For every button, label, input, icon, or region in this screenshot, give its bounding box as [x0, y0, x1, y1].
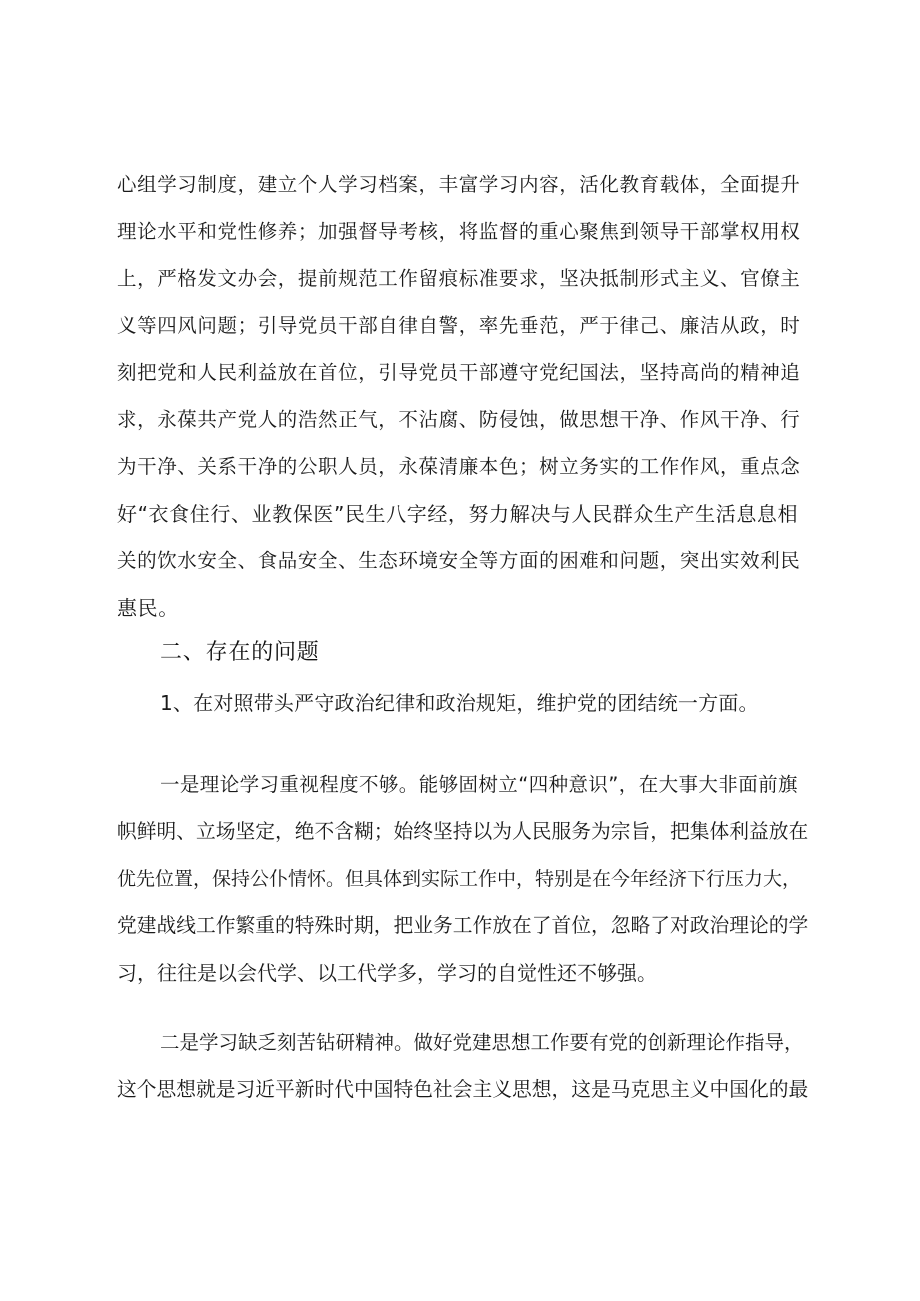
continuation-line-6: 求，永葆共产党人的浩然正气，不沾腐、防侵蚀，做思想干净、作风干净、行	[117, 408, 801, 431]
paragraph-one-line-2: 帜鲜明、立场坚定，绝不含糊；始终坚持以为人民服务为宗旨，把集体利益放在	[117, 820, 809, 843]
continuation-line-9: 关的饮水安全、食品安全、生态环境安全等方面的困难和问题，突出实效利民	[117, 549, 801, 572]
continuation-line-1: 心组学习制度，建立个人学习档案，丰富学习内容，活化教育载体，全面提升	[117, 173, 801, 196]
continuation-line-10: 惠民。	[117, 596, 179, 620]
continuation-line-4: 义等四风问题；引导党员干部自律自警，率先垂范，严于律己、廉洁从政，时	[117, 314, 801, 337]
continuation-line-2: 理论水平和党性修养；加强督导考核，将监督的重心聚焦到领导干部掌权用权	[117, 220, 801, 243]
paragraph-two-line-1: 二是学习缺乏刻苦钻研精神。做好党建思想工作要有党的创新理论作指导，	[160, 1031, 804, 1054]
paragraph-one-line-3: 优先位置，保持公仆情怀。但具体到实际工作中，特别是在今年经济下行压力大，	[117, 868, 802, 890]
paragraph-one-line-4: 党建战线工作繁重的特殊时期，把业务工作放在了首位，忽略了对政治理论的学	[117, 914, 809, 937]
continuation-line-5: 刻把党和人民利益放在首位，引导党员干部遵守党纪国法，坚持高尚的精神追	[117, 361, 801, 384]
item-heading: 1、在对照带头严守政治纪律和政治规矩，维护党的团结统一方面。	[160, 691, 759, 715]
paragraph-one-line-5: 习，往往是以会代学、以工代学多，学习的自觉性还不够强。	[117, 961, 657, 985]
continuation-line-3: 上，严格发文办会，提前规范工作留痕标准要求，坚决抵制形式主义、官僚主	[117, 267, 801, 290]
paragraph-two-line-2: 这个思想就是习近平新时代中国特色社会主义思想，这是马克思主义中国化的最	[117, 1078, 809, 1101]
continuation-line-8: 好“衣食住行、业教保医”民生八字经，努力解决与人民群众生产生活息息相	[117, 502, 799, 526]
continuation-line-7: 为干净、关系干净的公职人员，永葆清廉本色；树立务实的工作作风，重点念	[117, 455, 801, 478]
section-heading: 二、存在的问题	[160, 640, 320, 665]
paragraph-one-line-1: 一是理论学习重视程度不够。能够固树立“四种意识”，在大事大非面前旗	[160, 773, 798, 796]
